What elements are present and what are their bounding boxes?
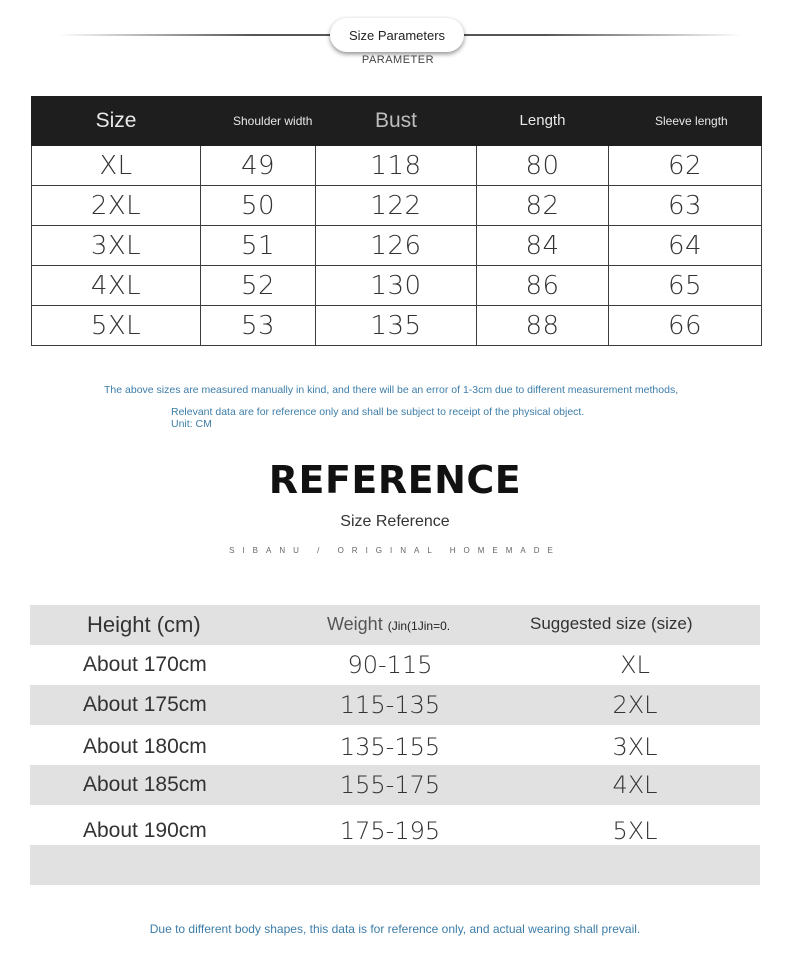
table-row — [30, 727, 760, 767]
table-row — [32, 226, 762, 266]
table-row — [30, 685, 760, 725]
suggested-size-cell: 5XL — [612, 817, 658, 845]
weight-cell: 155-175 — [339, 771, 441, 799]
length-cell: 84 — [477, 226, 609, 266]
header-rule-right — [460, 34, 742, 36]
height-cell: About 170cm — [83, 653, 207, 676]
header-rule-left — [58, 34, 336, 36]
sleeve-cell: 64 — [609, 226, 762, 266]
table-row — [32, 146, 762, 186]
bust-cell: 130 — [316, 266, 477, 306]
parameter-label: PARAMETER — [361, 54, 435, 66]
table-row — [32, 306, 762, 346]
brand-tagline: SIBANU / ORIGINAL HOMEMADE — [229, 546, 561, 555]
height-cell: About 190cm — [83, 819, 207, 842]
height-cell: About 185cm — [83, 773, 207, 796]
table-row — [32, 266, 762, 306]
sleeve-cell: 66 — [609, 306, 762, 346]
header-size: Size — [32, 97, 201, 146]
length-cell: 82 — [477, 186, 609, 226]
header-height: Height (cm) — [87, 612, 201, 637]
reference-header-row — [30, 605, 760, 645]
suggested-size-cell: 2XL — [612, 691, 658, 719]
size-parameters-pill: Size Parameters — [330, 18, 464, 52]
shoulder-cell: 50 — [201, 186, 316, 226]
shoulder-cell: 49 — [201, 146, 316, 186]
size-parameters-table — [31, 96, 762, 346]
bust-cell: 126 — [316, 226, 477, 266]
bust-cell: 118 — [316, 146, 477, 186]
reference-subtitle: Size Reference — [340, 513, 450, 530]
sleeve-cell: 65 — [609, 266, 762, 306]
table-row — [30, 645, 760, 685]
unit-note: Unit: CM — [171, 418, 212, 430]
header-sleeve-length: Sleeve length — [609, 97, 762, 146]
empty-row — [30, 845, 760, 885]
height-cell: About 175cm — [83, 693, 207, 716]
suggested-size-cell: XL — [620, 651, 650, 679]
table-row — [30, 765, 760, 805]
height-cell: About 180cm — [83, 735, 207, 758]
header-bust: Bust — [316, 97, 477, 146]
size-cell: 4XL — [32, 266, 201, 306]
length-cell: 80 — [477, 146, 609, 186]
size-cell: 2XL — [32, 186, 201, 226]
header-shoulder-width: Shoulder width — [201, 97, 316, 146]
shoulder-cell: 51 — [201, 226, 316, 266]
reference-title: REFERENCE — [268, 458, 522, 502]
length-cell: 86 — [477, 266, 609, 306]
footnote: Due to different body shapes, this data is for reference only, and actual wearing shall prevail. — [149, 922, 641, 936]
suggested-size-cell: 3XL — [612, 733, 658, 761]
bust-cell: 122 — [316, 186, 477, 226]
sleeve-cell: 62 — [609, 146, 762, 186]
header-weight-unit: (Jin(1Jin=0. — [387, 619, 451, 633]
weight-cell: 115-135 — [339, 691, 441, 719]
header-suggested-size: Suggested size (size) — [530, 614, 693, 633]
header-weight: Weight (Jin(1Jin=0. — [327, 614, 451, 634]
shoulder-cell: 53 — [201, 306, 316, 346]
suggested-size-cell: 4XL — [612, 771, 658, 799]
size-cell: XL — [32, 146, 201, 186]
sleeve-cell: 63 — [609, 186, 762, 226]
weight-cell: 175-195 — [339, 817, 441, 845]
length-cell: 88 — [477, 306, 609, 346]
bust-cell: 135 — [316, 306, 477, 346]
table-row — [32, 186, 762, 226]
size-cell: 3XL — [32, 226, 201, 266]
size-reference-table — [30, 605, 760, 885]
measurement-note: The above sizes are measured manually in kind, and there will be an error of 1-3cm due to different measurement methods, — [104, 384, 679, 396]
weight-cell: 135-155 — [339, 733, 441, 761]
shoulder-cell: 52 — [201, 266, 316, 306]
header-length: Length — [477, 97, 609, 146]
reference-note: Relevant data are for reference only and shall be subject to receipt of the physical object. — [171, 406, 585, 418]
size-cell: 5XL — [32, 306, 201, 346]
size-table-header-row — [32, 97, 762, 146]
weight-cell: 90-115 — [347, 651, 433, 679]
